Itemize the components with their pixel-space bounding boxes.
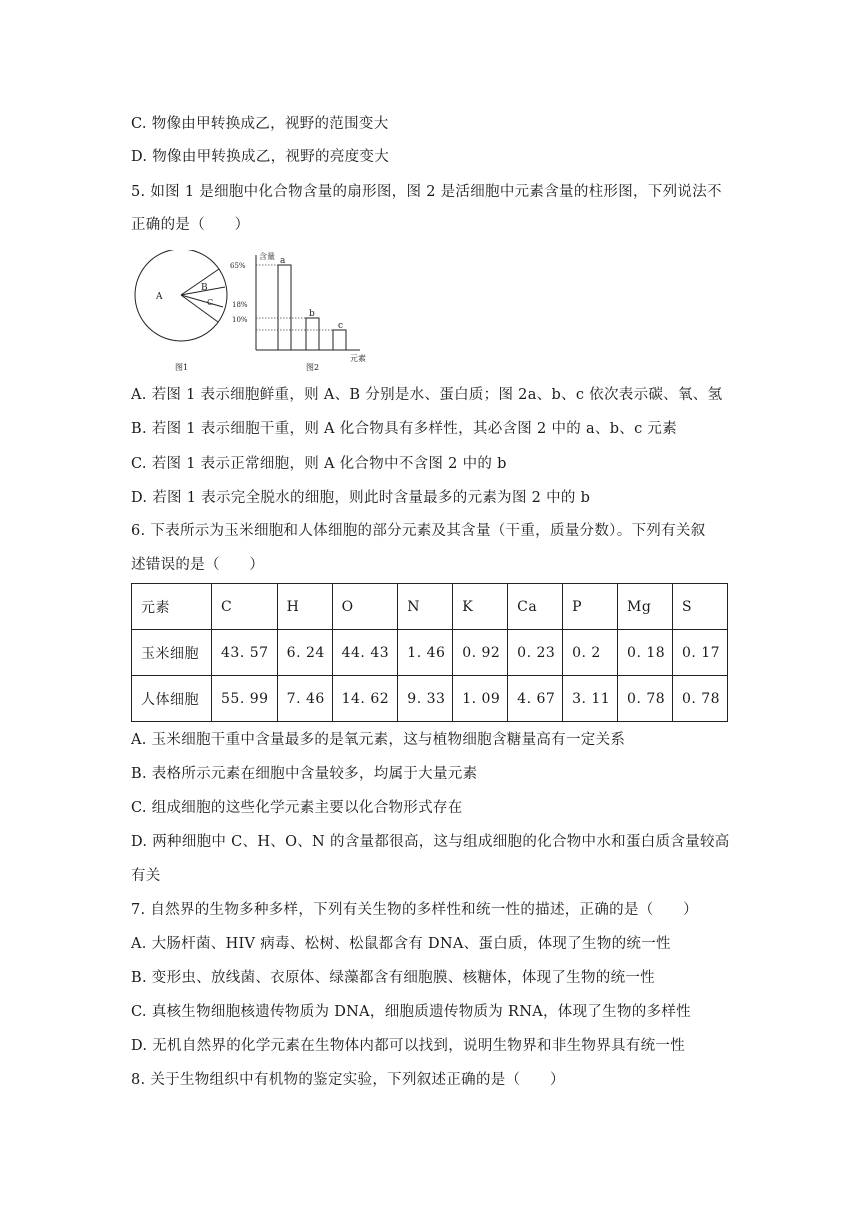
table-header-cell: N [398, 584, 453, 630]
tick-18: 18% [232, 301, 248, 309]
table-header-cell: S [672, 584, 727, 630]
pie-label-b: B [201, 283, 208, 293]
q7-option-c: C. 真核生物细胞核遗传物质为 DNA，细胞质遗传物质为 RNA，体现了生物的多样性 [131, 1004, 691, 1020]
table-cell: 0. 78 [618, 676, 673, 722]
q8-stem: 8. 关于生物组织中有机物的鉴定实验，下列叙述正确的是（ ） [131, 1072, 565, 1088]
table-row [132, 676, 728, 722]
table-header-cell: H [277, 584, 332, 630]
table-cell: 0. 17 [672, 630, 727, 676]
q6-option-b: B. 表格所示元素在细胞中含量较多，均属于大量元素 [131, 766, 478, 782]
tick-65: 65% [230, 262, 246, 270]
table-header-row [132, 584, 728, 630]
bar-caption: 图2 [306, 363, 320, 372]
q6-option-a: A. 玉米细胞干重中含量最多的是氧元素，这与植物细胞含糖量高有一定关系 [131, 732, 626, 748]
q5-stem-line2: 正确的是（ ） [131, 217, 250, 233]
bar-b [306, 318, 319, 350]
table-cell: 9. 33 [398, 676, 453, 722]
pie-label-a: A [156, 292, 163, 302]
bar-label-a: a [280, 256, 286, 266]
table-cell: 0. 92 [453, 630, 508, 676]
table-cell: 1. 46 [398, 630, 453, 676]
q6-option-d-line1: D. 两种细胞中 C、H、O、N 的含量都很高，这与组成细胞的化合物中水和蛋白质含量较高 [131, 834, 730, 850]
table-header-cell: P [563, 584, 618, 630]
table-cell: 0. 78 [672, 676, 727, 722]
table-cell: 4. 67 [508, 676, 563, 722]
pie-label-c: C [207, 298, 214, 307]
q7-option-a: A. 大肠杆菌、HIV 病毒、松树、松鼠都含有 DNA、蛋白质，体现了生物的统一性 [131, 936, 671, 952]
q7-option-b: B. 变形虫、放线菌、衣原体、绿藻都含有细胞膜、核糖体，体现了生物的统一性 [131, 970, 655, 986]
q5-option-d: D. 若图 1 表示完全脱水的细胞，则此时含量最多的元素为图 2 中的 b [131, 490, 591, 506]
table-cell: 44. 43 [332, 630, 398, 676]
table-cell: 55. 99 [212, 676, 278, 722]
table-header-cell: K [453, 584, 508, 630]
bar-chart-fig2 [230, 251, 366, 372]
table-header-cell: Ca [508, 584, 563, 630]
q4-option-d: D. 物像由甲转换成乙，视野的亮度变大 [131, 149, 390, 165]
table-row [132, 630, 728, 676]
bar-label-b: b [309, 309, 315, 319]
pie-divider-3 [181, 295, 223, 307]
table-cell: 0. 23 [508, 630, 563, 676]
tick-10: 10% [232, 316, 248, 324]
pie-caption: 图1 [175, 363, 189, 372]
table-header-cell: O [332, 584, 398, 630]
table-cell: 43. 57 [212, 630, 278, 676]
q6-option-c: C. 组成细胞的这些化学元素主要以化合物形式存在 [131, 800, 463, 816]
table-cell: 3. 11 [563, 676, 618, 722]
q5-option-c: C. 若图 1 表示正常细胞，则 A 化合物中不含图 2 中的 b [131, 456, 507, 472]
x-axis-label: 元素 [350, 354, 366, 363]
q6-stem-line1: 6. 下表所示为玉米细胞和人体细胞的部分元素及其含量（干重，质量分数）。下列有关叙 [131, 523, 706, 539]
bar-c [333, 330, 346, 350]
table-cell: 人体细胞 [132, 676, 212, 722]
q7-option-d: D. 无机自然界的化学元素在生物体内都可以找到，说明生物界和非生物界具有统一性 [131, 1038, 686, 1054]
bar-label-c: c [338, 321, 344, 331]
q5-figure [128, 250, 388, 375]
q5-stem-line1: 5. 如图 1 是细胞中化合物含量的扇形图，图 2 是活细胞中元素含量的柱形图，下列说法不 [131, 184, 722, 200]
pie-chart-fig1 [135, 250, 227, 372]
q5-option-a: A. 若图 1 表示细胞鲜重，则 A、B 分别是水、蛋白质；图 2a、b、c 依次表示碳、氧、氢 [131, 387, 723, 403]
q6-option-d-line2: 有关 [131, 868, 161, 884]
table-cell: 0. 18 [618, 630, 673, 676]
table-cell: 1. 09 [453, 676, 508, 722]
table-cell: 玉米细胞 [132, 630, 212, 676]
table-cell: 0. 2 [563, 630, 618, 676]
q7-stem: 7. 自然界的生物多种多样，下列有关生物的多样性和统一性的描述，正确的是（ ） [131, 902, 698, 918]
table-header-cell: Mg [618, 584, 673, 630]
table-header-cell: 元素 [132, 584, 212, 630]
bar-a [278, 265, 291, 350]
table-header-cell: C [212, 584, 278, 630]
element-content-table [131, 583, 728, 722]
table-cell: 7. 46 [277, 676, 332, 722]
q5-option-b: B. 若图 1 表示细胞干重，则 A 化合物具有多样性，其必含图 2 中的 a、b、c 元素 [131, 421, 678, 437]
table-cell: 14. 62 [332, 676, 398, 722]
q6-stem-line2: 述错误的是（ ） [131, 557, 265, 573]
y-axis-label: 含量 [259, 252, 275, 261]
q4-option-c: C. 物像由甲转换成乙，视野的范围变大 [131, 116, 389, 132]
table-cell: 6. 24 [277, 630, 332, 676]
